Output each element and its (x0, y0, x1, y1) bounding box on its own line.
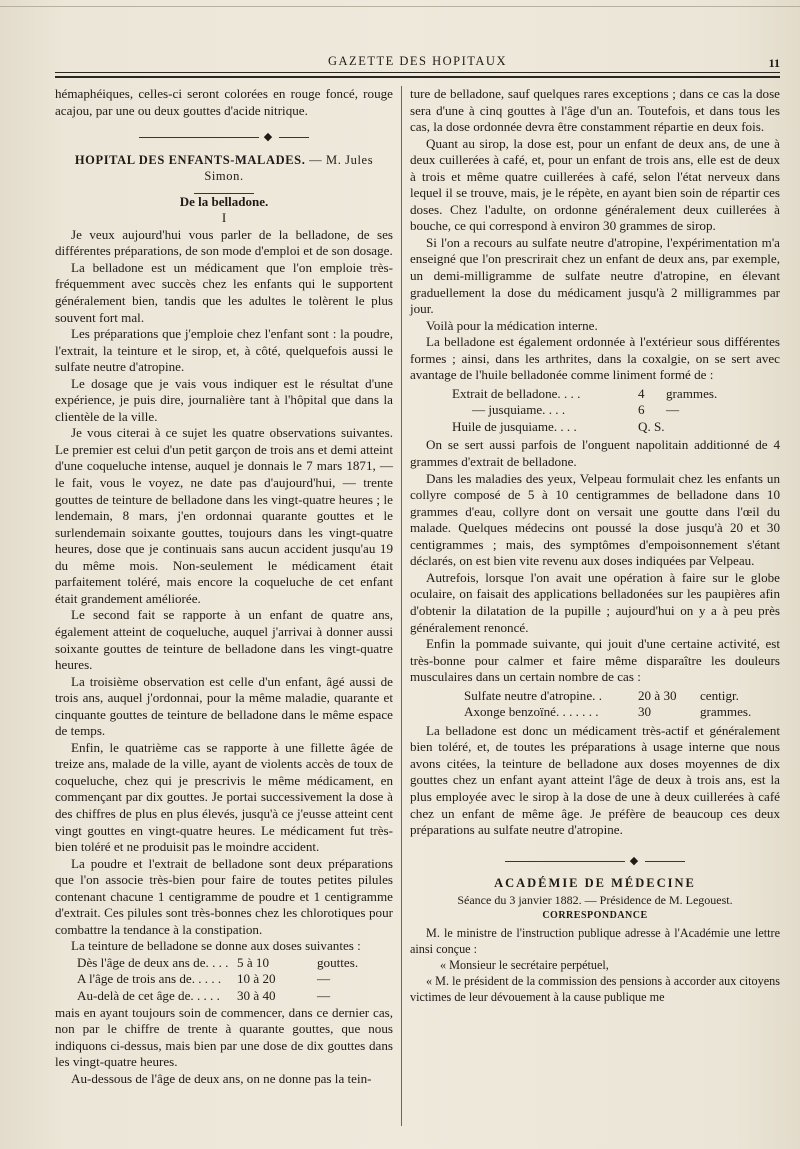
paragraph: Enfin la pommade suivante, qui jouit d'une certaine activité, est très-bonne pour calmer et faire même disparaître les douleurs musculaires dans un certain nombre de cas : (410, 636, 780, 685)
paragraph: Le dosage que je vais vous indiquer est le résultat d'une expérience, je puis dire, journalière tant à l'hôpital que dans la clientèle de la ville. (55, 375, 393, 424)
paragraph: La belladone est donc un médicament très-actif et généralement bien toléré, et, de toutes les préparations à usage interne que nous avons citées, la teinture de belladone aux doses moyennes de dix gouttes chez un enfant ayant atteint l'âge de deux à trois ans, est la plus employée avec le sirop à la dose de une à deux cuillerées à café chez un enfant de même âge. Je préfère de beaucoup ces deux préparations au sulfate neutre d'atropine. (410, 722, 780, 838)
unit: grammes. (700, 704, 752, 720)
top-edge-rule (0, 6, 800, 7)
unit: — (666, 402, 680, 418)
dose-unit: — (317, 987, 331, 1003)
right-column (410, 86, 780, 1005)
letter-salutation: « Monsieur le secrétaire perpétuel, (440, 957, 609, 972)
dose-row (55, 971, 393, 988)
dose-table (55, 955, 393, 1005)
header-rule-thin (55, 72, 780, 73)
paragraph: Enfin, le quatrième cas se rapporte à une fillette âgée de treize ans, malade de la ville, ayant de violents accès de toux de coqueluche, chez qui je prescrivis le même médicament, en commençant par dix gouttes. Je portai successivement la dose à des chiffres de plus en plus élevés, jusqu'à ce j'eusse atteint cent vingt gouttes en vingt-quatre heures. Le médicament fut très-bien toléré et ne produisit pas le moindre accident. (55, 739, 393, 855)
ingredient: Huile de jusquiame. . . . (452, 418, 577, 434)
dose-range: 30 à 40 (237, 987, 276, 1003)
ingredient: — jusquiame. . . . (472, 402, 566, 418)
publication-title: GAZETTE DES HOPITAUX (328, 54, 507, 68)
dose-unit: — (317, 971, 331, 987)
correspondance-heading: CORRESPONDANCE (542, 910, 648, 922)
dose-row (55, 988, 393, 1005)
article-title: De la belladone. (179, 193, 269, 209)
intro-paragraph: hémaphéiques, celles-ci seront colorées en rouge foncé, rouge acajou, par une ou deux gouttes d'acide nitrique. (55, 86, 393, 118)
paragraph: Les préparations que j'emploie chez l'enfant sont : la poudre, l'extrait, la teinture et le sirop, et, à côté, quelquefois aussi le sulfate neutre d'atropine. (55, 326, 393, 375)
header-rule-thick (55, 76, 780, 78)
page-number: 11 (768, 56, 780, 70)
dose-unit: gouttes. (317, 954, 359, 970)
ingredient: Sulfate neutre d'atropine. . (464, 687, 602, 703)
recipe-row (410, 402, 780, 419)
ingredient: Axonge benzoïné. . . . . . . (464, 704, 599, 720)
paragraph: On se sert aussi parfois de l'onguent napolitain additionné de 4 grammes d'extrait de belladone. (410, 437, 780, 470)
section-ornament: ◆ (55, 129, 393, 146)
paragraph: La belladone est un médicament que l'on emploie très-fréquemment avec succès chez les enfants qui le supportent généralement bien, tandis que les adultes le tolèrent le plus souvent fort mal. (55, 259, 393, 325)
column-divider (401, 86, 402, 1126)
paragraph: « M. le président de la commission des pensions à accorder aux citoyens victimes de leur dévouement à la cause publique me (410, 973, 780, 1004)
academy-heading: ACADÉMIE DE MÉDECINE (494, 876, 696, 891)
dose-range: 5 à 10 (237, 954, 269, 970)
paragraph: Au-dessous de l'âge de deux ans, on ne donne pas la tein- (71, 1070, 372, 1086)
paragraph: Quant au sirop, la dose est, pour un enfant de deux ans, de une à deux cuillerées à café, et, pour un enfant de trois ans, elle est de deux à trois et même quatre cuillerées à café, selon l'état nerveux dans lequel il se trouve, mais, je le répète, en ayant bien soin de répartir ces doses. Chez l'adulte, on ordonne généralement deux cuillerées à bouche, ce qui correspond à environ 30 grammes de sirop. (410, 135, 780, 234)
paragraph: Dans les maladies des yeux, Velpeau formulait chez les enfants un collyre composé de 5 à 10 centigrammes de belladone dans 10 grammes d'eau, collyre dont on versait une goutte dans l'œil du malade. Quelques médecins ont poussé la dose jusqu'à 20 et 30 centigrammes ; mais, des symptômes d'empoisonnement s'étant déclarés, on est bien vite revenu aux doses indiquées par Velpeau. (410, 470, 780, 569)
paragraph: M. le ministre de l'instruction publique adresse à l'Académie une lettre ainsi conçue : (410, 925, 780, 956)
paragraph: Je veux aujourd'hui vous parler de la belladone, de ses différentes préparations, de son mode d'emploi et de son dosage. (55, 226, 393, 259)
unit: centigr. (700, 687, 739, 703)
unit: grammes. (666, 385, 718, 401)
dose-age: Au-delà de cet âge de. . . . . (77, 987, 220, 1003)
quantity: 30 (638, 704, 652, 720)
recipe-row (410, 419, 780, 436)
dose-age: A l'âge de trois ans de. . . . . (77, 971, 222, 987)
dose-range: 10 à 20 (237, 971, 276, 987)
dose-row (55, 955, 393, 972)
paragraph: mais en ayant toujours soin de commencer, dans ce dernier cas, non par le chiffre de trente à quarante gouttes, que nous indiquons ci-dessus, mais bien par une dose de dix gouttes dans les vingt-quatre heures. (55, 1004, 393, 1070)
ingredient: Extrait de belladone. . . . (452, 385, 581, 401)
paragraph: Le second fait se rapporte à un enfant de quatre ans, également atteint de coqueluche, auquel j'arrivai à donner aussi soixante gouttes de teinture de belladone dans les vingt-quatre heures. (55, 607, 393, 673)
paragraph: La belladone est également ordonnée à l'extérieur sous différentes formes ; ainsi, dans les arthrites, dans la coxalgie, on se sert avec avantage de l'huile belladonée comme liniment formé de : (410, 334, 780, 383)
paragraph: ture de belladone, sauf quelques rares exceptions ; dans ce cas la dose sera d'une à cinq gouttes à l'âge d'un an. Toutefois, et dans tous les cas, la dose ordonnée devra être constamment répartie en deux fois. (410, 86, 780, 135)
recipe-row (410, 704, 780, 721)
paragraph: Je vous citerai à ce sujet les quatre observations suivantes. Le premier est celui d'un petit garçon de trois ans et demi atteint d'une coqueluche intense, auquel je donnais le 7 mars 1871, — le fait, vous le voyez, ne date pas d'aujourd'hui, — trente gouttes de teinture de belladone dans les vingt-quatre heures ; le lendemain, 8 mars, j'en ordonnai quarante gouttes et le surlendemain soixante gouttes, toujours dans les vingt-quatre heures, dose que je continuais sans aucun accident jusqu'au 19 du même mois. Non-seulement le médicament était parfaitement toléré, mais encore la coqueluche de cet enfant était grandement améliorée. (55, 425, 393, 606)
recipe-row (410, 688, 780, 705)
recipe-pommade (410, 688, 780, 721)
session-line: Séance du 3 janvier 1882. — Présidence de M. Legouest. (457, 892, 733, 907)
paragraph: Voilà pour la médication interne. (426, 317, 598, 333)
recipe-liniment (410, 386, 780, 436)
dose-age: Dès l'âge de deux ans de. . . . (77, 954, 229, 970)
section-ornament: ◆ (410, 853, 780, 870)
paragraph: La troisième observation est celle d'un enfant, âgé aussi de trois ans, auquel j'ordonnai, pour la même maladie, quarante et cinquante gouttes de teinture de belladone dans le même espace de temps. (55, 673, 393, 739)
paragraph: La poudre et l'extrait de belladone sont deux préparations que l'on associe très-bien pour faire de toutes petites pilules contenant chacune 1 centigramme de poudre et 1 centigramme d'extrait. Ces pilules sont très-bonnes chez les chlorotiques pour combattre la tendance à la constipation. (55, 855, 393, 937)
quantity: 6 (638, 402, 645, 418)
quantity: 20 à 30 (638, 687, 677, 703)
paragraph: La teinture de belladone se donne aux doses suivantes : (71, 938, 361, 954)
quantity: 4 (638, 385, 645, 401)
hospital-heading (55, 152, 393, 185)
hospital-name: HOPITAL DES ENFANTS-MALADES. (74, 152, 306, 167)
paragraph: Si l'on a recours au sulfate neutre d'atropine, l'expérimentation m'a enseigné que l'on prescrirait chez un enfant de deux ans, par exemple, un demi-milligramme de sulfate neutre d'atropine, en élevant graduellement la dose du médicament jusqu'à 2 milligrammes par jour. (410, 234, 780, 317)
recipe-row (410, 386, 780, 403)
section-number: I (221, 210, 227, 226)
left-column (55, 86, 393, 1087)
paragraph: Autrefois, lorsque l'on avait une opération à faire sur le globe oculaire, on faisait des applications belladonées sur les paupières afin d'obtenir la dilatation de la pupille ; aujourd'hui on y a à peu près généralement renoncé. (410, 569, 780, 635)
quantity: Q. S. (638, 418, 665, 434)
hospital-author: — M. Jules Simon. (204, 152, 374, 184)
